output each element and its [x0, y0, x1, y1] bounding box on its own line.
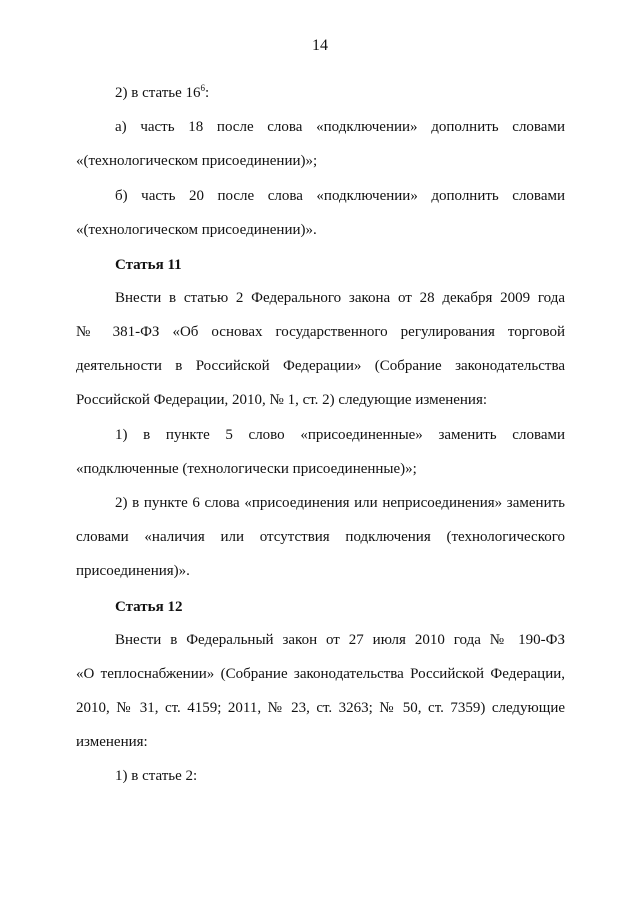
- article-11-line4: Российской Федерации, 2010, № 1, ст. 2) следующие изменения:: [76, 392, 488, 408]
- article-11-item2-line1: 2) в пункте 6 слова «присоединения или неприсоединения» заменить: [115, 495, 565, 511]
- paragraph-part-20-line2: «(технологическом присоединении)».: [76, 222, 317, 238]
- article-11-line2: № 381-ФЗ «Об основах государственного регулирования торговой: [76, 324, 565, 340]
- article-12-item1: 1) в статье 2:: [115, 768, 198, 784]
- article-12-line4: изменения:: [76, 734, 148, 750]
- article-12-line2: «О теплоснабжении» (Собрание законодательства Российской Федерации,: [76, 666, 565, 682]
- article-11-item1-line1: 1) в пункте 5 слово «присоединенные» заменить словами: [115, 427, 565, 443]
- paragraph-part-18-line1: а) часть 18 после слова «подключении» дополнить словами: [115, 119, 565, 135]
- paragraph-part-18-line2: «(технологическом присоединении)»;: [76, 153, 318, 169]
- superscript: 6: [200, 83, 206, 93]
- article-11-heading: Статья 11: [115, 257, 182, 273]
- article-11-item1-line2: «подключенные (технологически присоединенные)»;: [76, 461, 417, 477]
- paragraph-article-16-6: [115, 83, 209, 103]
- article-11-item2-line2: словами «наличия или отсутствия подключения (технологического: [76, 529, 565, 545]
- paragraph-text: :: [205, 85, 210, 101]
- article-12-line1: Внести в Федеральный закон от 27 июля 2010 года № 190-ФЗ: [115, 632, 565, 648]
- paragraph-part-20-line1: б) часть 20 после слова «подключении» дополнить словами: [115, 188, 565, 204]
- article-12-heading: Статья 12: [115, 599, 183, 615]
- article-11-line1: Внести в статью 2 Федерального закона от 28 декабря 2009 года: [115, 290, 565, 306]
- paragraph-text: 2) в статье 16: [115, 85, 201, 101]
- article-11-line3: деятельности в Российской Федерации» (Собрание законодательства: [76, 358, 565, 374]
- article-12-line3: 2010, № 31, ст. 4159; 2011, № 23, ст. 3263; № 50, ст. 7359) следующие: [76, 700, 565, 716]
- page-number: 14: [312, 37, 328, 54]
- article-11-item2-line3: присоединения)».: [76, 563, 190, 579]
